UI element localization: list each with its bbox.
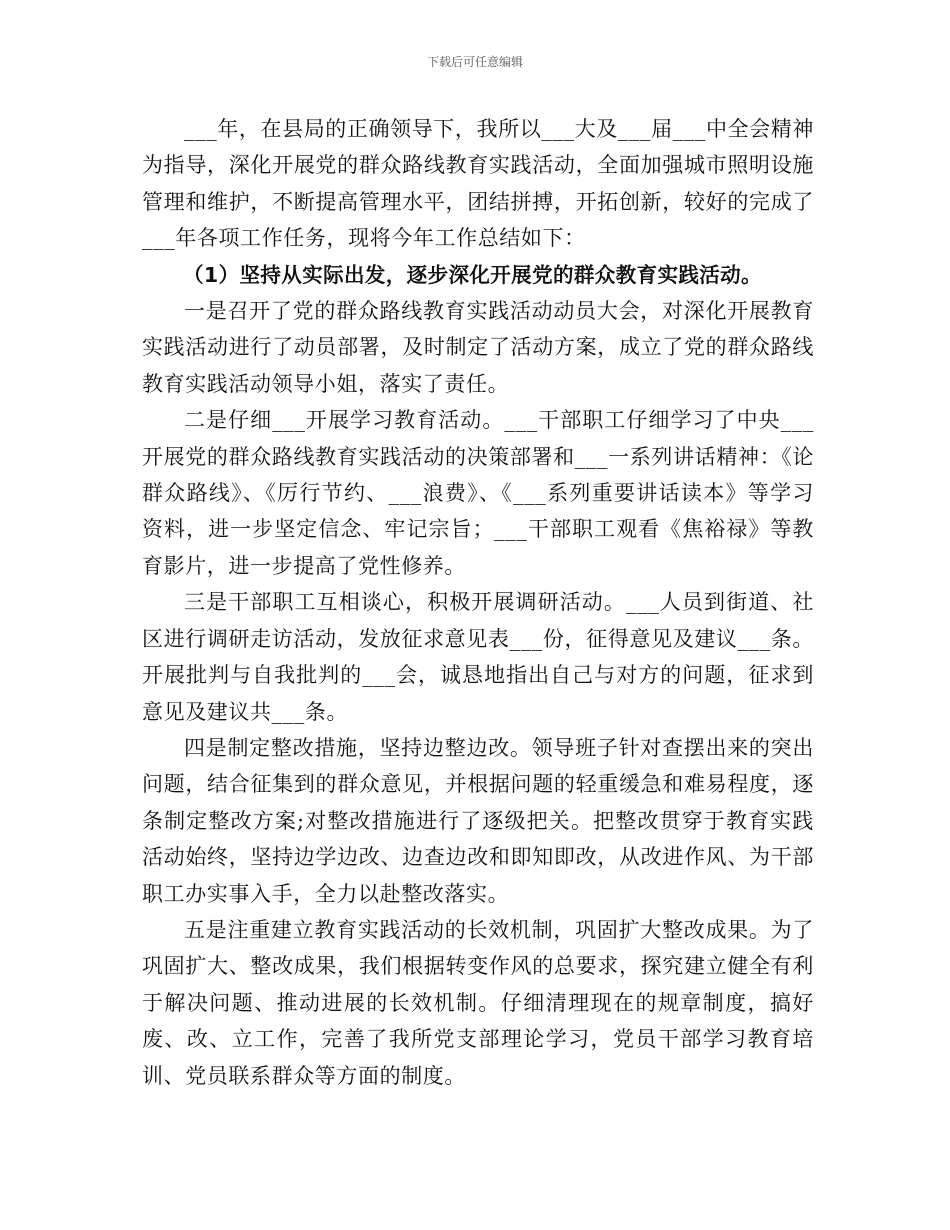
paragraph-item-2: 二是仔细___开展学习教育活动。___干部职工仔细学习了中央___开展党的群众路线教育实践活动的决策部署和___一系列讲话精神：《论群众路线》、《厉行节约、___浪费》、《___系列重要讲话读本》等学习资料，进一步坚定信念、牢记宗旨；___干部职工观看《焦裕禄》等教育影片，进一步提高了党性修养。	[142, 408, 814, 578]
header-note: 下载后可任意编辑	[426, 55, 523, 69]
section-heading: （1）坚持从实际出发，逐步深化开展党的群众教育实践活动。	[183, 262, 762, 287]
paragraph-item-1: 一是召开了党的群众路线教育实践活动动员大会，对深化开展教育实践活动进行了动员部署，及时制定了活动方案，成立了党的群众路线教育实践活动领导小姐，落实了责任。	[142, 299, 814, 396]
document-body	[142, 111, 814, 1094]
paragraph-item-4: 四是制定整改措施，坚持边整边改。领导班子针对查摆出来的突出问题，结合征集到的群众意见，并根据问题的轻重缓急和难易程度，逐条制定整改方案;对整改措施进行了逐级把关。把整改贯穿于教育实践活动始终，坚持边学边改、边查边改和即知即改，从改进作风、为干部职工办实事入手，全力以赴整改落实。	[142, 735, 814, 906]
paragraph-item-5: 五是注重建立教育实践活动的长效机制，巩固扩大整改成果。为了巩固扩大、整改成果，我们根据转变作风的总要求，探究建立健全有利于解决问题、推动进展的长效机制。仔细清理现在的规章制度，搞好废、改、立工作，完善了我所党支部理论学习，党员干部学习教育培训、党员联系群众等方面的制度。	[142, 917, 814, 1088]
intro-paragraph: ___年，在县局的正确领导下，我所以___大及___届___中全会精神为指导，深化开展党的群众路线教育实践活动，全面加强城市照明设施管理和维护，不断提高管理水平，团结拼搏，开拓创新，较好的完成了___年各项工作任务，现将今年工作总结如下：	[142, 117, 814, 251]
paragraph-item-3: 三是干部职工互相谈心，积极开展调研活动。___人员到街道、社区进行调研走访活动，发放征求意见表___份，征得意见及建议___条。开展批判与自我批判的___会，诚恳地指出自己与对方的问题，征求到意见及建议共___条。	[142, 590, 814, 724]
